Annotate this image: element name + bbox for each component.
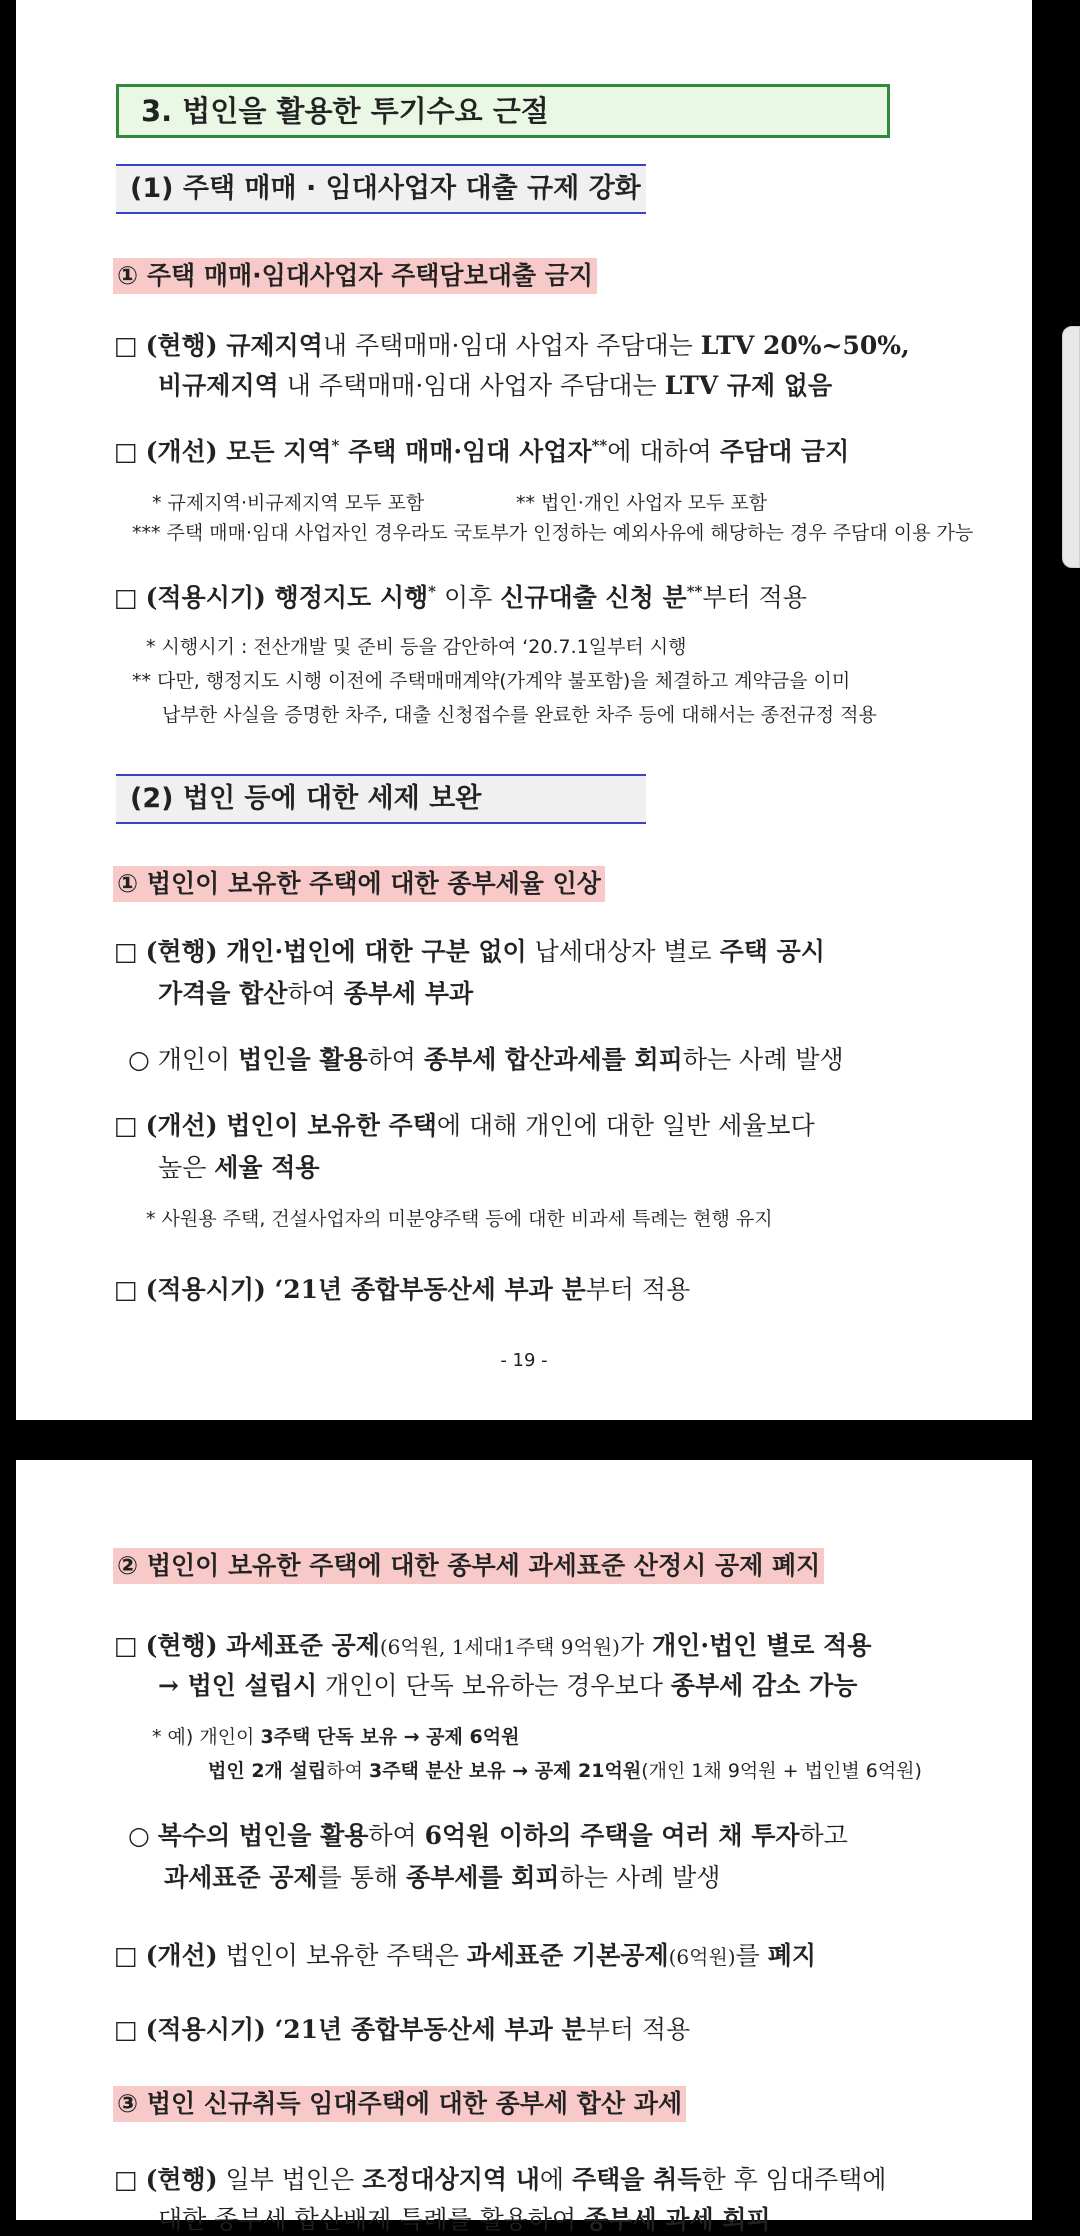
note-3c: 납부한 사실을 증명한 차주, 대출 신청접수를 완료한 차주 등에 대해서는 종전규정 적용 xyxy=(162,704,877,726)
paragraph-current-3 xyxy=(114,1626,871,1662)
paragraph-current-3-cont xyxy=(158,1666,857,1702)
text-run: 종부세를 회피 xyxy=(405,1863,560,1892)
page-number: - 19 - xyxy=(500,1350,548,1371)
text-run: □ xyxy=(114,1941,146,1970)
text-run: 하고 xyxy=(799,1821,848,1850)
note-3a: * 시행시기 : 전산개발 및 준비 등을 감안하여 ‘20.7.1일부터 시행 xyxy=(146,636,687,658)
text-run: * xyxy=(331,436,340,455)
text-run: □ xyxy=(114,937,146,966)
note-2a: * 규제지역·비규제지역 모두 포함 xyxy=(152,492,425,514)
paragraph-current-4-cont xyxy=(158,2200,771,2236)
paragraph-current-1 xyxy=(114,326,910,362)
text-run: (개인 1채 9억원 + 법인별 6억원) xyxy=(641,1760,922,1782)
paragraph-case-1 xyxy=(128,1040,844,1076)
text-run: 6억원 이하의 주택을 여러 채 투자 xyxy=(424,1821,800,1850)
text-run: 비규제지역 xyxy=(158,371,279,400)
paragraph-improve-2-cont xyxy=(158,1148,320,1184)
paragraph-improve-2 xyxy=(114,1106,815,1142)
text-run: * 예) 개인이 xyxy=(152,1726,261,1748)
paragraph-case-2-cont xyxy=(164,1858,720,1894)
text-run: □ xyxy=(114,2165,146,2194)
text-run: 조정대상지역 내 xyxy=(362,2165,540,2194)
text-run: 복수의 법인을 활용 xyxy=(157,1821,369,1850)
paragraph-apply-3 xyxy=(114,2010,690,2046)
text-run: 하여 xyxy=(326,1760,369,1782)
subsection-title-1: (1) 주택 매매 · 임대사업자 대출 규제 강화 xyxy=(116,164,646,214)
text-run: (현행) 과세표준 공제 xyxy=(145,1631,380,1660)
text-run: → 법인 설립시 xyxy=(158,1671,318,1700)
text-run: 에 xyxy=(539,2165,573,2194)
heading-2: ① 법인이 보유한 주택에 대한 종부세율 인상 xyxy=(113,866,605,902)
text-run: (현행) xyxy=(145,331,227,360)
text-run: ** xyxy=(591,436,608,455)
text-run: (적용시기) ‘21년 종합부동산세 부과 분 xyxy=(145,2015,586,2044)
note-2c: *** 주택 매매·임대 사업자인 경우라도 국토부가 인정하는 예외사유에 해당하는 경우 주담대 이용 가능 xyxy=(132,522,974,544)
text-run: 주택 매매·임대 사업자 xyxy=(339,437,592,466)
text-run: 하여 xyxy=(287,979,344,1008)
text-run: (개선) 법인이 보유한 주택 xyxy=(145,1111,437,1140)
text-run: 가 xyxy=(619,1631,653,1660)
note-2b: ** 법인·개인 사업자 모두 포함 xyxy=(516,492,768,514)
section-title: 3. 법인을 활용한 투기수요 근절 xyxy=(116,84,890,138)
text-run: 개인이 단독 보유하는 경우보다 xyxy=(317,1671,671,1700)
paragraph-apply-1 xyxy=(114,578,807,614)
text-run: □ xyxy=(114,437,146,466)
text-run: 하여 xyxy=(367,1045,424,1074)
text-run: 에 대해 개인에 대한 일반 세율보다 xyxy=(436,1111,815,1140)
text-run: 가격을 합산 xyxy=(158,979,288,1008)
text-run: ** xyxy=(686,582,703,601)
paragraph-current-1-cont xyxy=(158,366,832,402)
text-run: (현행) xyxy=(145,2165,218,2194)
text-run: (6억원) xyxy=(668,1945,736,1969)
text-run: 내 주택매매·임대 사업자 주담대는 xyxy=(278,371,665,400)
document-page-2 xyxy=(16,1460,1032,2234)
text-run: 하는 사례 발생 xyxy=(559,1863,721,1892)
text-run: 종부세 부과 xyxy=(343,979,474,1008)
text-run: 종부세 합산과세를 회피 xyxy=(423,1045,683,1074)
text-run: 과세표준 공제 xyxy=(164,1863,318,1892)
text-run: ○ xyxy=(128,1821,158,1850)
text-run: (현행) 개인·법인에 대한 구분 없이 xyxy=(145,937,527,966)
text-run: 를 통해 xyxy=(317,1863,406,1892)
heading-1: ① 주택 매매·임대사업자 주택담보대출 금지 xyxy=(113,258,597,294)
text-run: (개선) xyxy=(145,1941,218,1970)
example-note-1 xyxy=(152,1722,519,1749)
paragraph-current-2-cont xyxy=(158,974,473,1010)
text-run: LTV 20%~50%, xyxy=(700,331,910,360)
text-run: (개선) 모든 지역 xyxy=(145,437,332,466)
text-run: 부터 적용 xyxy=(585,1275,691,1304)
text-run: (적용시기) ‘21년 종합부동산세 부과 분 xyxy=(145,1275,586,1304)
text-run: 를 xyxy=(735,1941,768,1970)
paragraph-current-4 xyxy=(114,2160,886,2196)
text-run: LTV 규제 없음 xyxy=(664,371,833,400)
text-run: □ xyxy=(114,1631,146,1660)
note-3b: ** 다만, 행정지도 시행 이전에 주택매매계약(가계약 불포함)을 체결하고 계약금을 이미 xyxy=(132,670,851,692)
document-page-1 xyxy=(16,0,1032,1420)
text-run: 개인·법인 별로 적용 xyxy=(652,1631,872,1660)
text-run: 3주택 분산 보유 → 공제 21억원 xyxy=(368,1760,642,1782)
text-run: (6억원, 1세대1주택 9억원) xyxy=(379,1635,620,1659)
heading-3: ② 법인이 보유한 주택에 대한 종부세 과세표준 산정시 공제 폐지 xyxy=(113,1548,824,1584)
paragraph-apply-2 xyxy=(114,1270,690,1306)
example-note-2 xyxy=(208,1756,922,1783)
text-run: 종부세 감소 가능 xyxy=(670,1671,858,1700)
subsection-title-2: (2) 법인 등에 대한 세제 보완 xyxy=(116,774,646,824)
text-run: 주담대 금지 xyxy=(719,437,850,466)
text-run: 주택을 취득 xyxy=(572,2165,702,2194)
note-6: * 사원용 주택, 건설사업자의 미분양주택 등에 대한 비과세 특례는 현행 유지 xyxy=(146,1208,773,1230)
paragraph-current-2 xyxy=(114,932,825,968)
text-run: ○ 개인이 xyxy=(128,1045,239,1074)
text-run: □ xyxy=(114,583,146,612)
text-run: 법인이 보유한 주택은 xyxy=(217,1941,467,1970)
text-run: 과세표준 기본공제 xyxy=(466,1941,669,1970)
text-run: □ xyxy=(114,331,146,360)
paragraph-improve-3 xyxy=(114,1936,816,1972)
text-run: 3주택 단독 보유 → 공제 6억원 xyxy=(260,1726,520,1748)
text-run: 폐지 xyxy=(767,1941,816,1970)
text-run: 종부세 과세 회피 xyxy=(584,2205,771,2234)
text-run: □ xyxy=(114,1275,146,1304)
text-run: 이후 xyxy=(436,583,501,612)
text-run: 에 대하여 xyxy=(607,437,720,466)
text-run: (적용시기) 행정지도 시행 xyxy=(145,583,429,612)
paragraph-improve-1 xyxy=(114,432,849,468)
text-run: 납세대상자 별로 xyxy=(526,937,720,966)
text-run: 법인을 활용 xyxy=(238,1045,368,1074)
text-run: 주택 공시 xyxy=(719,937,825,966)
text-run: □ xyxy=(114,1111,146,1140)
text-run: 하는 사례 발생 xyxy=(682,1045,844,1074)
text-run: 부터 적용 xyxy=(702,583,807,612)
text-run: 대한 종부세 합산배제 특례를 활용하여 xyxy=(158,2205,585,2234)
text-run: 일부 법인은 xyxy=(217,2165,363,2194)
text-run: 법인 2개 설립 xyxy=(208,1760,327,1782)
text-run: 높은 xyxy=(158,1153,215,1182)
text-run: 한 후 임대주택에 xyxy=(701,2165,887,2194)
text-run: 신규대출 신청 분 xyxy=(500,583,687,612)
text-run: 부터 적용 xyxy=(585,2015,691,2044)
paragraph-case-2 xyxy=(128,1816,848,1852)
text-run: * xyxy=(428,582,437,601)
text-run: 규제지역 xyxy=(226,331,323,360)
heading-4: ③ 법인 신규취득 임대주택에 대한 종부세 합산 과세 xyxy=(113,2086,686,2122)
scroll-handle[interactable] xyxy=(1062,326,1080,568)
text-run: □ xyxy=(114,2015,146,2044)
text-run: 내 주택매매·임대 사업자 주담대는 xyxy=(322,331,701,360)
text-run: 세율 적용 xyxy=(214,1153,320,1182)
text-run: 하여 xyxy=(368,1821,425,1850)
